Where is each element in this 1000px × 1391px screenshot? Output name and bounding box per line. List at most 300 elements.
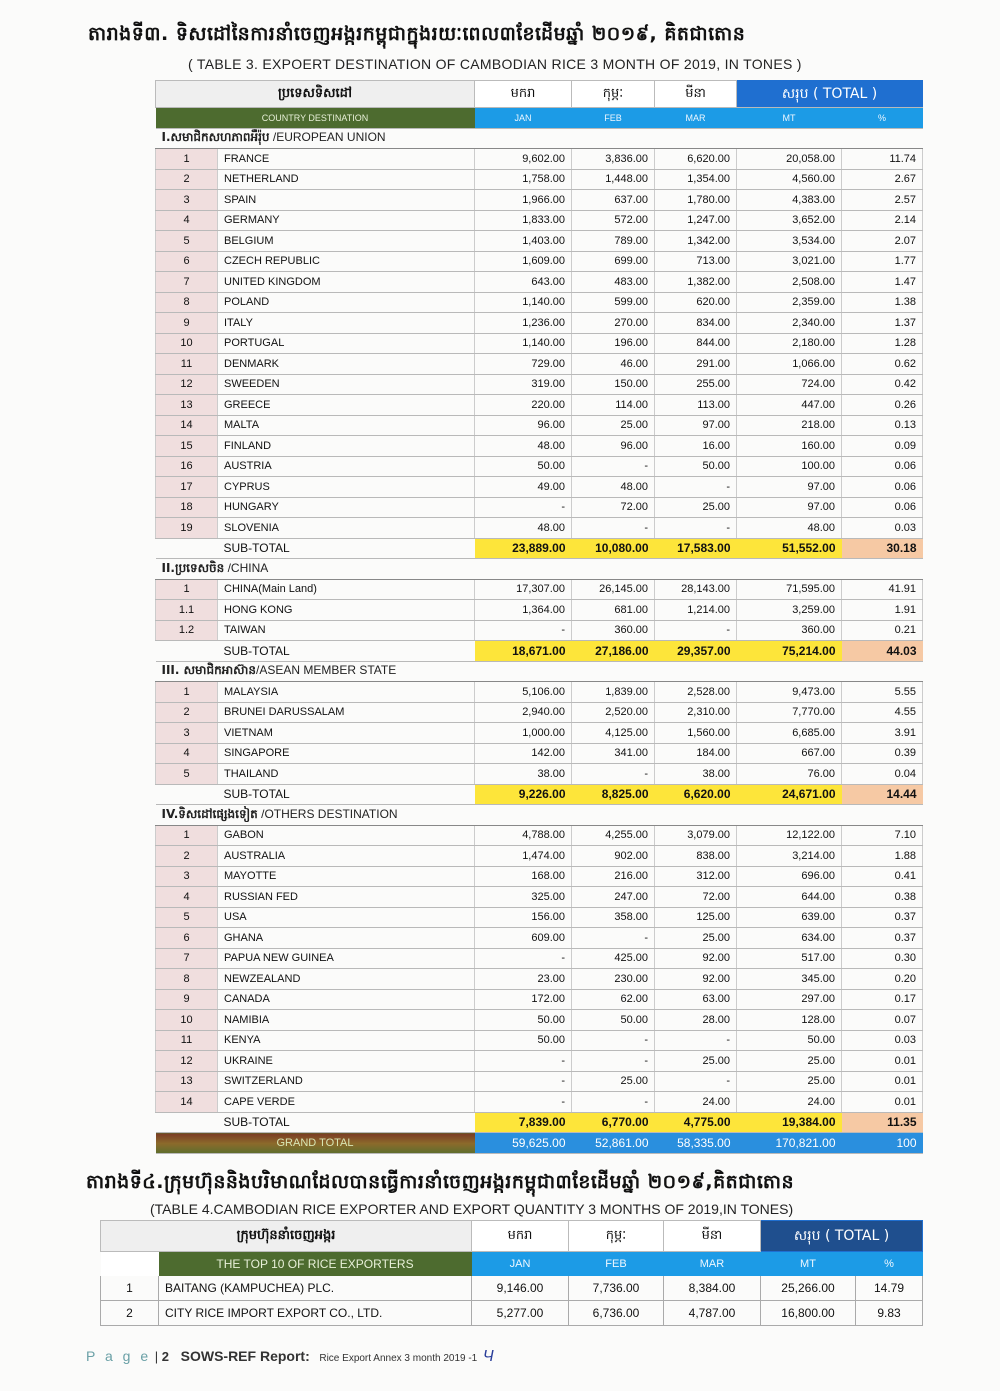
table-row (156, 354, 923, 375)
page-footer (86, 1348, 494, 1366)
mt-value: 639.00 (737, 907, 842, 928)
exporter-pct: 9.83 (856, 1301, 923, 1326)
feb-value: 3,836.00 (572, 149, 655, 170)
country-name: THAILAND (218, 764, 475, 785)
row-number: 1 (156, 149, 218, 170)
pct-value: 0.13 (842, 415, 923, 436)
subtotal-spacer (156, 538, 218, 559)
row-number: 19 (156, 518, 218, 539)
exporter-jan: 5,277.00 (472, 1301, 569, 1326)
jan-value: 2,940.00 (475, 702, 572, 723)
subtotal-row (156, 784, 923, 805)
feb-value: - (572, 456, 655, 477)
subtotal-mar: 29,357.00 (655, 641, 737, 662)
mt-value: 3,534.00 (737, 231, 842, 252)
t3-section-title-en: /OTHERS DESTINATION (257, 806, 398, 821)
mar-value: 16.00 (655, 436, 737, 457)
table-row (156, 518, 923, 539)
pct-value: 0.62 (842, 354, 923, 375)
mt-value: 20,058.00 (737, 149, 842, 170)
row-number: 4 (156, 887, 218, 908)
subtotal-mt: 19,384.00 (737, 1112, 842, 1133)
country-name: SINGAPORE (218, 743, 475, 764)
mt-value: 2,359.00 (737, 292, 842, 313)
table-row (156, 682, 923, 703)
country-name: DENMARK (218, 354, 475, 375)
table-row (156, 395, 923, 416)
row-number: 1.1 (156, 600, 218, 621)
country-name: UNITED KINGDOM (218, 272, 475, 293)
mar-value: 312.00 (655, 866, 737, 887)
t4-header-pct: % (856, 1252, 923, 1277)
table-row (156, 456, 923, 477)
feb-value: 46.00 (572, 354, 655, 375)
mar-value: - (655, 1071, 737, 1092)
country-name: CAPE VERDE (218, 1092, 475, 1113)
mar-value: - (655, 1030, 737, 1051)
subtotal-pct: 14.44 (842, 784, 923, 805)
table-row (156, 969, 923, 990)
t3-section-title-kh: II.ប្រទេសចិន (161, 560, 225, 575)
feb-value: 247.00 (572, 887, 655, 908)
subtotal-spacer (156, 1112, 218, 1133)
table-row (156, 190, 923, 211)
mar-value: - (655, 477, 737, 498)
t3-header-mar: MAR (655, 108, 737, 129)
row-number: 9 (156, 313, 218, 334)
t4-header-jan: JAN (472, 1252, 569, 1277)
jan-value: 50.00 (475, 1030, 572, 1051)
mt-value: 160.00 (737, 436, 842, 457)
mt-value: 218.00 (737, 415, 842, 436)
country-name: NAMIBIA (218, 1010, 475, 1031)
mt-value: 3,021.00 (737, 251, 842, 272)
country-name: POLAND (218, 292, 475, 313)
t3-header-feb-kh: កុម្ភៈ (572, 81, 655, 108)
feb-value: 196.00 (572, 333, 655, 354)
pct-value: 0.42 (842, 374, 923, 395)
feb-value: 572.00 (572, 210, 655, 231)
t3-header-mt: MT (737, 108, 842, 129)
pct-value: 0.06 (842, 477, 923, 498)
row-number: 13 (156, 395, 218, 416)
t3-section-title-en: /ASEAN MEMBER STATE (256, 663, 397, 678)
row-number: 1 (156, 825, 218, 846)
jan-value: 1,140.00 (475, 333, 572, 354)
mt-value: 2,508.00 (737, 272, 842, 293)
country-name: USA (218, 907, 475, 928)
mt-value: 97.00 (737, 477, 842, 498)
row-number: 12 (156, 1051, 218, 1072)
table-row (156, 989, 923, 1010)
row-number: 10 (156, 1010, 218, 1031)
grand-total-jan: 59,625.00 (475, 1133, 572, 1154)
mar-value: 1,560.00 (655, 723, 737, 744)
jan-value: 325.00 (475, 887, 572, 908)
table-row (156, 415, 923, 436)
table-row (156, 887, 923, 908)
jan-value: 1,966.00 (475, 190, 572, 211)
feb-value: - (572, 1092, 655, 1113)
mar-value: 1,342.00 (655, 231, 737, 252)
grand-total-mar: 58,335.00 (655, 1133, 737, 1154)
feb-value: 216.00 (572, 866, 655, 887)
feb-value: 25.00 (572, 1071, 655, 1092)
mt-value: 12,122.00 (737, 825, 842, 846)
mt-value: 24.00 (737, 1092, 842, 1113)
pct-value: 3.91 (842, 723, 923, 744)
jan-value: 49.00 (475, 477, 572, 498)
jan-value: - (475, 1051, 572, 1072)
mar-value: 113.00 (655, 395, 737, 416)
t3-header-destination-kh: ប្រទេសទិសដៅ (156, 81, 475, 108)
mt-value: 25.00 (737, 1051, 842, 1072)
exporter-rank: 2 (101, 1301, 159, 1326)
row-number: 5 (156, 907, 218, 928)
jan-value: 1,364.00 (475, 600, 572, 621)
subtotal-label: SUB-TOTAL (218, 641, 475, 662)
mt-value: 2,340.00 (737, 313, 842, 334)
pct-value: 0.01 (842, 1092, 923, 1113)
footer-page-sep: | (154, 1349, 159, 1364)
table-row (156, 907, 923, 928)
feb-value: 360.00 (572, 620, 655, 641)
t4-header-mar: MAR (664, 1252, 761, 1277)
grand-total-row (156, 1133, 923, 1154)
jan-value: - (475, 1071, 572, 1092)
mt-value: 4,383.00 (737, 190, 842, 211)
pct-value: 0.01 (842, 1051, 923, 1072)
t3-section-title-kh: I.សមាជិកសហភាពអឺរ៉ុប (161, 130, 270, 145)
t4-header-company-kh: ក្រុមហ៊ុននាំចេញអង្ករ (101, 1221, 472, 1252)
table-row (156, 333, 923, 354)
row-number: 3 (156, 723, 218, 744)
row-number: 1.2 (156, 620, 218, 641)
table-row (156, 1010, 923, 1031)
jan-value: 23.00 (475, 969, 572, 990)
feb-value: - (572, 928, 655, 949)
row-number: 4 (156, 743, 218, 764)
jan-value: 50.00 (475, 1010, 572, 1031)
pct-value: 0.38 (842, 887, 923, 908)
table-row (156, 1071, 923, 1092)
t4-header-feb: FEB (569, 1252, 664, 1277)
row-number: 5 (156, 231, 218, 252)
jan-value: 17,307.00 (475, 579, 572, 600)
jan-value: 1,140.00 (475, 292, 572, 313)
subtotal-mt: 51,552.00 (737, 538, 842, 559)
pct-value: 0.20 (842, 969, 923, 990)
mar-value: 72.00 (655, 887, 737, 908)
feb-value: 4,125.00 (572, 723, 655, 744)
feb-value: 4,255.00 (572, 825, 655, 846)
exporter-row (101, 1301, 923, 1326)
country-name: GHANA (218, 928, 475, 949)
t3-subheader-row (156, 108, 923, 129)
country-name: KENYA (218, 1030, 475, 1051)
t3-section-header (156, 128, 923, 149)
footer-page-word: P a g e (86, 1348, 152, 1364)
feb-value: 62.00 (572, 989, 655, 1010)
mar-value: 291.00 (655, 354, 737, 375)
jan-value: 729.00 (475, 354, 572, 375)
t3-header-row (156, 81, 923, 108)
pct-value: 1.28 (842, 333, 923, 354)
t3-section-title-kh: IV.ទិសដៅផ្សេងទៀត (161, 806, 258, 821)
mt-value: 128.00 (737, 1010, 842, 1031)
table-row (156, 764, 923, 785)
table4 (100, 1220, 923, 1326)
pct-value: 0.37 (842, 907, 923, 928)
table-row (156, 600, 923, 621)
t3-header-feb: FEB (572, 108, 655, 129)
feb-value: 341.00 (572, 743, 655, 764)
mar-value: 3,079.00 (655, 825, 737, 846)
mt-value: 724.00 (737, 374, 842, 395)
feb-value: 358.00 (572, 907, 655, 928)
jan-value: 1,403.00 (475, 231, 572, 252)
subtotal-mar: 4,775.00 (655, 1112, 737, 1133)
exporter-rank: 1 (101, 1276, 159, 1301)
row-number: 2 (156, 702, 218, 723)
t4-header-total: សរុប ( TOTAL ) (761, 1221, 923, 1252)
exporter-mar: 4,787.00 (664, 1301, 761, 1326)
mar-value: 6,620.00 (655, 149, 737, 170)
table-row (156, 948, 923, 969)
country-name: NETHERLAND (218, 169, 475, 190)
pct-value: 7.10 (842, 825, 923, 846)
subtotal-mt: 75,214.00 (737, 641, 842, 662)
pct-value: 2.07 (842, 231, 923, 252)
t3-section-title-en: /EUROPEAN UNION (269, 130, 386, 145)
row-number: 8 (156, 292, 218, 313)
row-number: 6 (156, 928, 218, 949)
exporter-feb: 6,736.00 (569, 1301, 664, 1326)
pct-value: 4.55 (842, 702, 923, 723)
pct-value: 0.03 (842, 518, 923, 539)
pct-value: 0.06 (842, 456, 923, 477)
jan-value: 1,000.00 (475, 723, 572, 744)
subtotal-jan: 7,839.00 (475, 1112, 572, 1133)
mar-value: 25.00 (655, 497, 737, 518)
jan-value: 1,236.00 (475, 313, 572, 334)
subtotal-mt: 24,671.00 (737, 784, 842, 805)
mt-value: 634.00 (737, 928, 842, 949)
table-row (156, 292, 923, 313)
feb-value: 270.00 (572, 313, 655, 334)
jan-value: 48.00 (475, 518, 572, 539)
row-number: 7 (156, 948, 218, 969)
t3-header-pct: % (842, 108, 923, 129)
row-number: 2 (156, 169, 218, 190)
row-number: 14 (156, 1092, 218, 1113)
row-number: 13 (156, 1071, 218, 1092)
mt-value: 7,770.00 (737, 702, 842, 723)
exporter-mar: 8,384.00 (664, 1276, 761, 1301)
mar-value: 838.00 (655, 846, 737, 867)
country-name: AUSTRIA (218, 456, 475, 477)
mt-value: 447.00 (737, 395, 842, 416)
subtotal-jan: 23,889.00 (475, 538, 572, 559)
jan-value: 609.00 (475, 928, 572, 949)
country-name: RUSSIAN FED (218, 887, 475, 908)
table-row (156, 149, 923, 170)
t3-section-title (156, 559, 923, 580)
row-number: 1 (156, 682, 218, 703)
feb-value: 114.00 (572, 395, 655, 416)
subtotal-mar: 6,620.00 (655, 784, 737, 805)
mt-value: 360.00 (737, 620, 842, 641)
mt-value: 4,560.00 (737, 169, 842, 190)
row-number: 14 (156, 415, 218, 436)
mar-value: - (655, 620, 737, 641)
mar-value: 2,528.00 (655, 682, 737, 703)
table-row (156, 436, 923, 457)
subtotal-row (156, 1112, 923, 1133)
t3-section-title (156, 805, 923, 826)
pct-value: 0.09 (842, 436, 923, 457)
feb-value: 789.00 (572, 231, 655, 252)
country-name: GREECE (218, 395, 475, 416)
table-row (156, 620, 923, 641)
mt-value: 297.00 (737, 989, 842, 1010)
jan-value: 1,474.00 (475, 846, 572, 867)
country-name: SLOVENIA (218, 518, 475, 539)
table-row (156, 374, 923, 395)
row-number: 10 (156, 333, 218, 354)
mar-value: 25.00 (655, 1051, 737, 1072)
table-row (156, 210, 923, 231)
jan-value: 168.00 (475, 866, 572, 887)
table-row (156, 313, 923, 334)
table-row (156, 825, 923, 846)
jan-value: 156.00 (475, 907, 572, 928)
jan-value: 220.00 (475, 395, 572, 416)
mt-value: 2,180.00 (737, 333, 842, 354)
country-name: CYPRUS (218, 477, 475, 498)
mt-value: 644.00 (737, 887, 842, 908)
country-name: MALAYSIA (218, 682, 475, 703)
country-name: CANADA (218, 989, 475, 1010)
table-row (156, 928, 923, 949)
footer-report-name: SOWS-REF Report: (180, 1348, 310, 1364)
country-name: ITALY (218, 313, 475, 334)
country-name: PAPUA NEW GUINEA (218, 948, 475, 969)
t4-header-top10: THE TOP 10 OF RICE EXPORTERS (159, 1252, 472, 1277)
subtotal-label: SUB-TOTAL (218, 784, 475, 805)
row-number: 9 (156, 989, 218, 1010)
jan-value: 9,602.00 (475, 149, 572, 170)
country-name: GERMANY (218, 210, 475, 231)
grand-total-mt: 170,821.00 (737, 1133, 842, 1154)
feb-value: 26,145.00 (572, 579, 655, 600)
mar-value: 92.00 (655, 948, 737, 969)
mt-value: 25.00 (737, 1071, 842, 1092)
jan-value: 96.00 (475, 415, 572, 436)
row-number: 1 (156, 579, 218, 600)
t3-header-total: សរុប ( TOTAL ) (737, 81, 923, 108)
pct-value: 0.04 (842, 764, 923, 785)
jan-value: 142.00 (475, 743, 572, 764)
mar-value: 844.00 (655, 333, 737, 354)
pct-value: 2.57 (842, 190, 923, 211)
subtotal-feb: 6,770.00 (572, 1112, 655, 1133)
mar-value: 2,310.00 (655, 702, 737, 723)
feb-value: - (572, 518, 655, 539)
grand-total-pct: 100 (842, 1133, 923, 1154)
subtotal-label: SUB-TOTAL (218, 1112, 475, 1133)
mar-value: 184.00 (655, 743, 737, 764)
subtotal-label: SUB-TOTAL (218, 538, 475, 559)
exporter-mt: 16,800.00 (761, 1301, 856, 1326)
feb-value: 425.00 (572, 948, 655, 969)
pct-value: 2.67 (842, 169, 923, 190)
row-number: 3 (156, 190, 218, 211)
mt-value: 3,652.00 (737, 210, 842, 231)
exporter-pct: 14.79 (856, 1276, 923, 1301)
table3-subtitle: ( TABLE 3. EXPOERT DESTINATION OF CAMBODIAN RICE 3 MONTH OF 2019, IN TONES ) (188, 56, 802, 72)
footer-initial-signature: Ч (482, 1348, 494, 1365)
t4-header-mt: MT (761, 1252, 856, 1277)
mt-value: 71,595.00 (737, 579, 842, 600)
exporter-jan: 9,146.00 (472, 1276, 569, 1301)
mar-value: 38.00 (655, 764, 737, 785)
table-row (156, 579, 923, 600)
row-number: 8 (156, 969, 218, 990)
country-name: PORTUGAL (218, 333, 475, 354)
mar-value: 1,214.00 (655, 600, 737, 621)
table-row (156, 231, 923, 252)
feb-value: 230.00 (572, 969, 655, 990)
row-number: 17 (156, 477, 218, 498)
jan-value: 38.00 (475, 764, 572, 785)
country-name: UKRAINE (218, 1051, 475, 1072)
feb-value: 2,520.00 (572, 702, 655, 723)
subtotal-feb: 10,080.00 (572, 538, 655, 559)
country-name: FRANCE (218, 149, 475, 170)
subtotal-jan: 9,226.00 (475, 784, 572, 805)
jan-value: - (475, 948, 572, 969)
table-row (156, 497, 923, 518)
jan-value: 643.00 (475, 272, 572, 293)
feb-value: 48.00 (572, 477, 655, 498)
jan-value: 172.00 (475, 989, 572, 1010)
mar-value: 1,780.00 (655, 190, 737, 211)
subtotal-spacer (156, 641, 218, 662)
pct-value: 0.39 (842, 743, 923, 764)
mar-value: 1,354.00 (655, 169, 737, 190)
subtotal-pct: 30.18 (842, 538, 923, 559)
subtotal-spacer (156, 784, 218, 805)
mt-value: 3,214.00 (737, 846, 842, 867)
row-number: 15 (156, 436, 218, 457)
footer-annex: Rice Export Annex 3 month 2019 -1 (319, 1353, 478, 1364)
table-row (156, 1030, 923, 1051)
table-row (156, 1051, 923, 1072)
grand-total-feb: 52,861.00 (572, 1133, 655, 1154)
pct-value: 0.41 (842, 866, 923, 887)
exporter-feb: 7,736.00 (569, 1276, 664, 1301)
exporter-mt: 25,266.00 (761, 1276, 856, 1301)
row-number: 3 (156, 866, 218, 887)
mt-value: 76.00 (737, 764, 842, 785)
country-name: BELGIUM (218, 231, 475, 252)
pct-value: 1.77 (842, 251, 923, 272)
pct-value: 41.91 (842, 579, 923, 600)
mt-value: 97.00 (737, 497, 842, 518)
pct-value: 0.21 (842, 620, 923, 641)
country-name: GABON (218, 825, 475, 846)
